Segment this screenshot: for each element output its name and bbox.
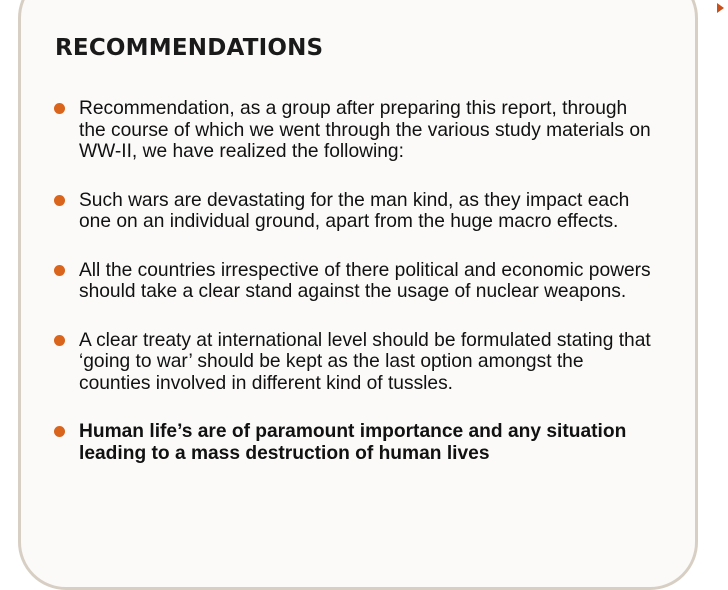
bullet-item [54, 190, 654, 233]
bullet-text: Human life’s are of paramount importance and any situation leading to a mass destruction of human lives [79, 421, 627, 464]
next-slide-arrow-icon[interactable] [717, 3, 724, 13]
bullet-text: All the countries irrespective of there political and economic powers should take a clear stand against the usage of nuclear weapons. [79, 259, 651, 302]
bullet-text: A clear treaty at international level should be formulated stating that ‘going to war’ should be kept as the last option amongst the counties involved in different kind of tussles. [79, 329, 651, 394]
bullet-item [54, 421, 654, 464]
bullet-dot-icon [54, 335, 65, 346]
bullet-dot-icon [54, 195, 65, 206]
slide-title: RECOMMENDATIONS [55, 35, 324, 61]
bullet-list [54, 98, 654, 491]
bullet-item [54, 330, 654, 395]
bullet-item [54, 260, 654, 303]
bullet-text: Such wars are devastating for the man kind, as they impact each one on an individual ground, apart from the huge macro effects. [79, 189, 630, 232]
bullet-dot-icon [54, 426, 65, 437]
bullet-dot-icon [54, 103, 65, 114]
bullet-dot-icon [54, 265, 65, 276]
bullet-item [54, 98, 654, 163]
bullet-text: Recommendation, as a group after preparing this report, through the course of which we went through the various study materials on WW-II, we have realized the following: [79, 98, 651, 162]
